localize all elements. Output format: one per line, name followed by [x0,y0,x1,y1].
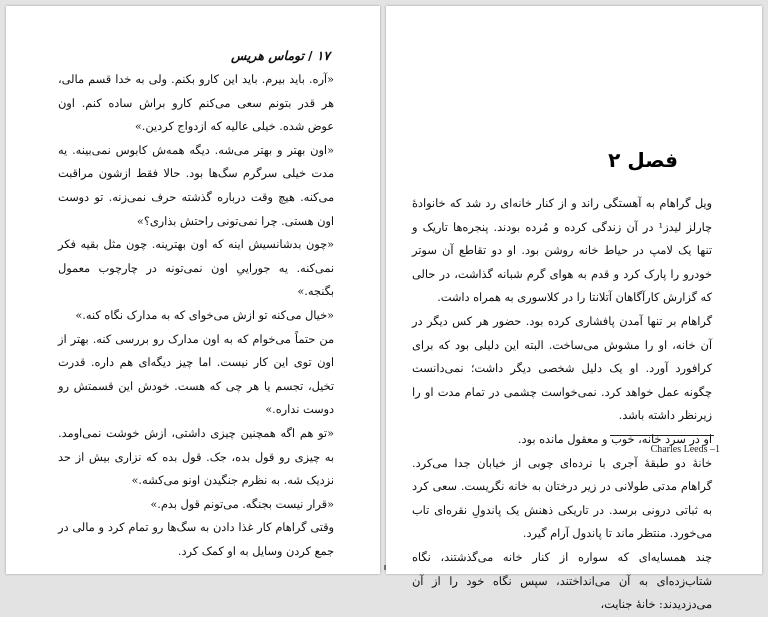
left-page [6,6,380,574]
paragraph: «خیال می‌کنه تو ازش می‌خوای که به مدارک نگاه کنه.» [75,308,334,322]
paragraph: گراهام بر تنها آمدن پافشاری کرده بود. حضور هر کس دیگر در آن خانه، او را مشوش می‌ساخت. البته این دلیلی بود که برای کرافورد آورد. او یک دلیل شخصی دیگر داشت؛ نمی‌دانست چگونه عمل خواهد کرد. نمی‌خواست چشمی در تمام مدت او را زیرنظر داشته باشد. [412,314,712,423]
paragraph: چند همسایه‌ای که سواره از کنار خانه می‌گذشتند، نگاه شتاب‌زده‌ای به آن می‌انداختند، سپس نگاه خود را از آن می‌دزدیدند: خانهٔ جنایت، [412,550,712,612]
header-page-number: ۱۷ [316,48,330,63]
paragraph: او در سرد خانه، خوب و معقول مانده بود. [517,432,712,446]
paragraph: «تو هم اگه همچنین چیزی داشتی، ازش خوشت نمی‌اومد. به چیزی رو قول بده، جک. قول بده که نزاری بیش از حد نزدیک شه. به نظرم جنگیدن اونو می‌کشه.» [58,426,334,488]
paragraph: ویل گراهام به آهستگی راند و از کنار خانه‌ای رد شد که خانوادهٔ چارلز لیدز¹ در آن زندگی کرده و مُرده بودند. پنجره‌ها تاریک و تنها یک لامپ در حیاط خانه روشن بود. او دو تقاطع آن سوتر خودرو را پارک کرد و قدم به هوای گرم شبانه گذاشت، در حالی که گزارش کارآگاهان آتلانتا را در کلاسوری به همراه داشت. [412,197,712,305]
paragraph: «قرار نیست بجنگه. می‌تونم قول بدم.» [150,497,334,511]
running-header [58,48,330,63]
paragraph: «آره. باید بیرم. باید این کارو بکنم. ولی به خدا قسم مالی، هر قدر بتونم سعی می‌کنم کارو براش ساده کنم. اون عوض شده. خیلی عالیه که ازدواج کردین.» [58,73,334,134]
header-title: توماس هریس [231,48,304,63]
right-page [386,6,762,612]
paragraph: «اون بهتر و بهتر می‌شه. دیگه همه‌ش کابوس نمی‌بینه. یه مدت خیلی سرگرم سگ‌ها بود. حالا فقط ازشون مراقبت می‌کنه. هیچ وقت درباره گذشته حرف نمی‌زنه. تو دوست اون هستی. چرا نمی‌تونی راحتش بذاری؟» [58,143,334,228]
paragraph: من حتماً می‌خوام که به اون مدارک رو بررسی کنه. بهتر از اون توی این کار نیست. اما چیز دیگه‌ای هم داره. قدرت تخیل، تجسم یا هر چی که هست. خودش این قسمتش رو دوست نداره.» [58,332,334,417]
footnote-rule [610,435,714,436]
chapter-title: فصل ۲ [608,148,678,172]
left-page-body [58,68,334,563]
right-page-body [412,192,712,617]
paragraph: وقتی گراهام کار غذا دادن به سگ‌ها رو تمام کرد و مالی در جمع کردن وسایل به او کمک کرد. [58,521,334,558]
footnote: Charles Leeds –1 [650,444,720,455]
paragraph: خانهٔ دو طبقهٔ آجری با نرده‌ای چوبی از خیابان جدا می‌کرد. گراهام مدتی طولانی در زیر درختان به خانه نگریست. سعی کرد به ثباتی درونی برسد. در تاریکی ذهنش یک پاندولِ نقره‌ای تاب می‌خورد. منتظر ماند تا پاندول آرام گیرد. [412,456,712,541]
paragraph: «چون بدشانسیش اینه که اون بهترینه. چون مثل بقیه فکر نمی‌کنه. یه جوراییِ اون نمی‌تونه در چارچوب معمول بگنجه.» [58,238,334,299]
header-separator: / [307,48,313,63]
